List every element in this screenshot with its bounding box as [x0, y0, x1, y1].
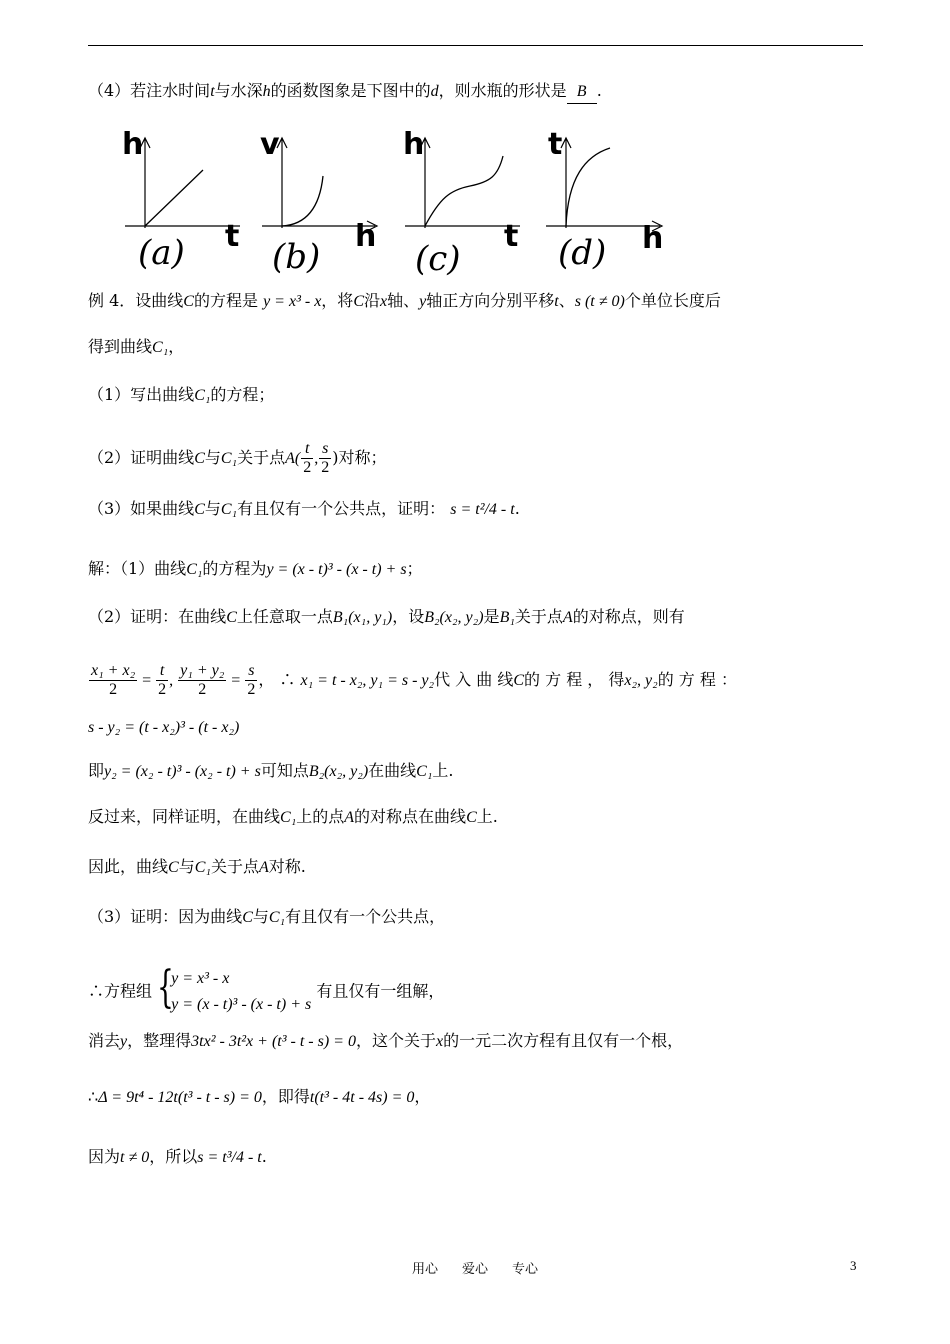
graph-a-ylabel: h	[122, 127, 144, 162]
sol-line10: 消去y，整理得3tx² - 3t²x + (t³ - t - s) = 0，这个关于x的一元二次方程有且仅有一个根，	[88, 1031, 684, 1050]
sol-line8: （3）证明：因为曲线C与C₁有且仅有一个公共点，	[88, 907, 446, 926]
sol-line5: 即y₂ = (x₂ - t)³ - (x₂ - t) + s可知点B₂(x₂, y₂)在曲线C₁上.	[88, 761, 454, 780]
page-number: 3	[850, 1258, 857, 1273]
sol-line7: 因此，曲线C与C₁关于点A对称.	[88, 857, 306, 876]
graph-b-xlabel: h	[355, 219, 377, 254]
ex4-line1: 例 4．设曲线C的方程是 y = x³ - x，将C沿x轴、y轴正方向分别平移t、s (t ≠ 0)个单位长度后	[88, 291, 721, 310]
sol-line9: ∴方程组 { y = x³ - x y = (x - t)³ - (x - t) + s 有且仅有一组解，	[88, 966, 444, 1018]
ex4-part3: （3）如果曲线C与C₁有且仅有一个公共点，证明： s = t²/4 - t.	[88, 499, 520, 518]
answer-blank: B	[567, 81, 597, 104]
graph-c-tag: (c)	[415, 239, 461, 279]
graph-b-tag: (b)	[272, 237, 321, 277]
page-footer: 用心 爱心 专心	[411, 1262, 539, 1277]
sol-line2: （2）证明：在曲线C上任意取一点B₁(x₁, y₁)，设B₂(x₂, y₂)是B₁关于点A的对称点，则有	[88, 607, 685, 626]
graph-c-xlabel: t	[504, 219, 519, 254]
frac-s2: $\frac{s}{2}$	[321, 440, 330, 476]
graph-b	[260, 127, 377, 277]
ex4-line2: 得到曲线C₁，	[88, 337, 185, 356]
header-rule	[88, 45, 863, 46]
graph-c	[403, 127, 520, 279]
frac-y-sum: $\frac{\text{y₁ + y₂}}{2}$	[180, 662, 225, 698]
ex4-part2: （2）证明曲线C与C₁关于点A( $\frac{t}{2}$ , $\frac{s}{2}$ )对称；	[88, 440, 387, 476]
sol-line1: 解：（1）曲线C₁的方程为y = (x - t)³ - (x - t) + s；	[88, 559, 423, 578]
graph-d-tag: (d)	[558, 233, 607, 273]
sol-line12: 因为t ≠ 0，所以s = t³/4 - t.	[88, 1147, 267, 1166]
graph-c-ylabel: h	[403, 127, 425, 162]
graph-a	[122, 127, 240, 273]
graph-b-ylabel: v	[260, 127, 280, 162]
graph-d-xlabel: h	[642, 221, 664, 256]
ex4-part1: （1）写出曲线C₁的方程；	[88, 385, 275, 404]
graph-a-tag: (a)	[138, 233, 185, 273]
sol-line4: s - y₂ = (t - x₂)³ - (t - x₂)	[88, 719, 240, 736]
graph-a-xlabel: t	[225, 219, 240, 254]
frac-t2: $\frac{t}{2}$	[303, 440, 312, 476]
equation-system: { y = x³ - x y = (x - t)³ - (x - t) + s	[157, 962, 312, 1013]
sol-line6: 反过来，同样证明，在曲线C₁上的点A的对称点在曲线C上.	[88, 807, 498, 826]
sol-line11: ∴Δ = 9t⁴ - 12t(t³ - t - s) = 0，即得t(t³ - 4t - 4s) = 0，	[88, 1087, 431, 1106]
frac-x-sum: $\frac{\text{x₁ + x₂}}{2}$	[91, 662, 136, 698]
graph-d	[546, 127, 663, 273]
q4-line: （4）若注水时间t与水深h的函数图象是下图中的d，则水瓶的形状是 B .	[88, 80, 602, 104]
graph-d-ylabel: t	[548, 127, 563, 162]
graphs-figure	[0, 118, 950, 288]
sol-line3: $\frac{\text{x₁ + x₂}}{2}$ = $\frac{t}{2}$ , $\frac{\text{y₁ + y₂}}{2}$ = $\frac{s}{2}$ ， ∴ x₁ = t - x₂, y₁ = s - y₂代 入 曲 线C的 方 程 ， 得x₂, y₂的 方 程 ：	[91, 662, 737, 698]
